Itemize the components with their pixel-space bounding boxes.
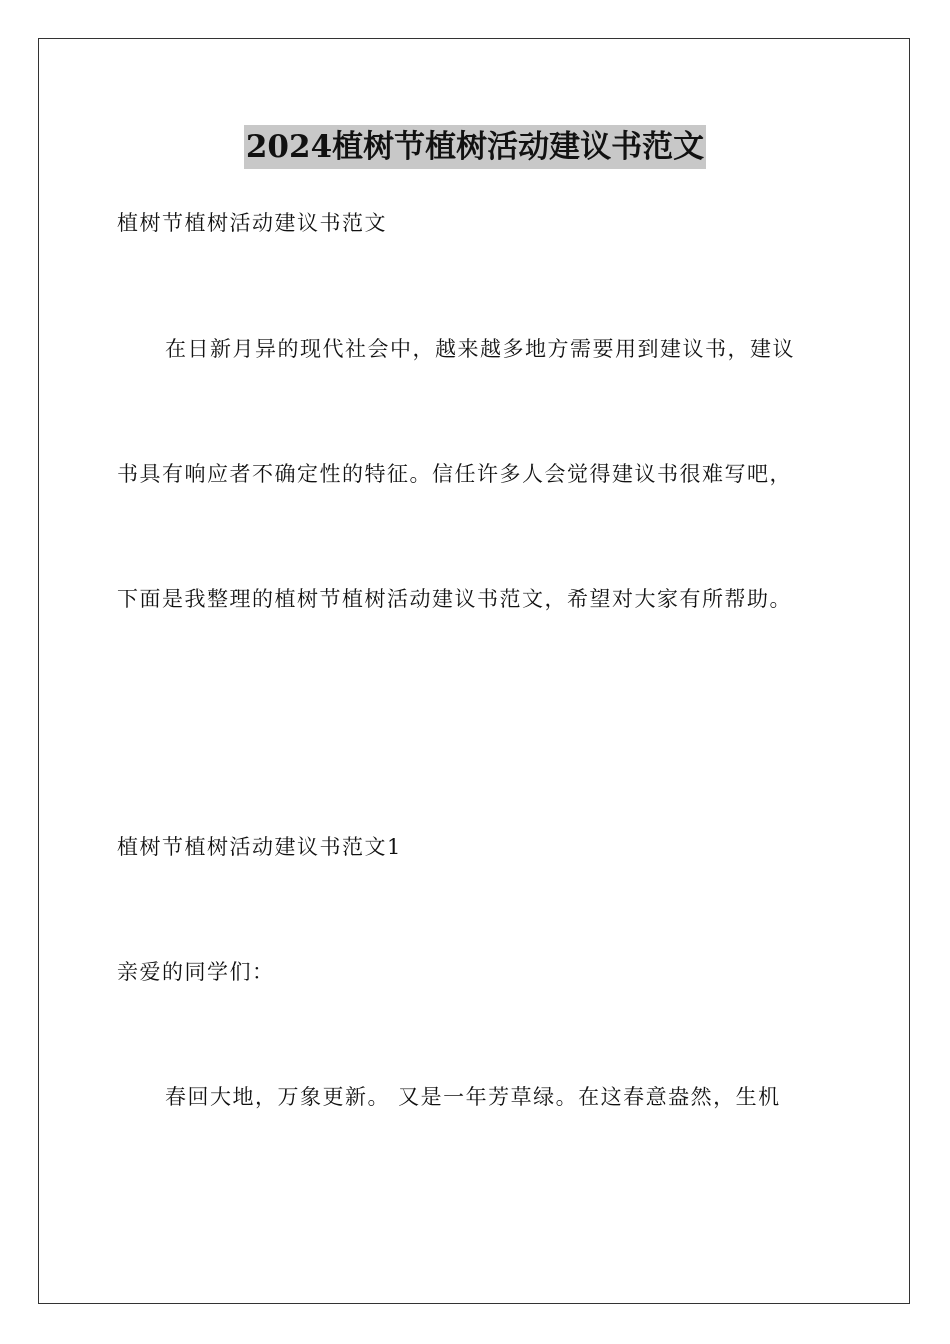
title-container <box>0 125 950 169</box>
salutation: 亲爱的同学们： <box>117 960 275 984</box>
document-subtitle: 植树节植树活动建议书范文 <box>117 211 387 235</box>
document-title: 2024植树节植树活动建议书范文 <box>244 125 706 169</box>
intro-line-2: 书具有响应者不确定性的特征。信任许多人会觉得建议书很难写吧， <box>117 462 792 486</box>
body-line-1: 春回大地，万象更新。 又是一年芳草绿。在这春意盎然，生机 <box>165 1085 781 1109</box>
intro-line-3: 下面是我整理的植树节植树活动建议书范文，希望对大家有所帮助。 <box>117 587 792 611</box>
section-heading: 植树节植树活动建议书范文1 <box>117 835 402 859</box>
intro-line-1: 在日新月异的现代社会中，越来越多地方需要用到建议书，建议 <box>165 337 795 361</box>
